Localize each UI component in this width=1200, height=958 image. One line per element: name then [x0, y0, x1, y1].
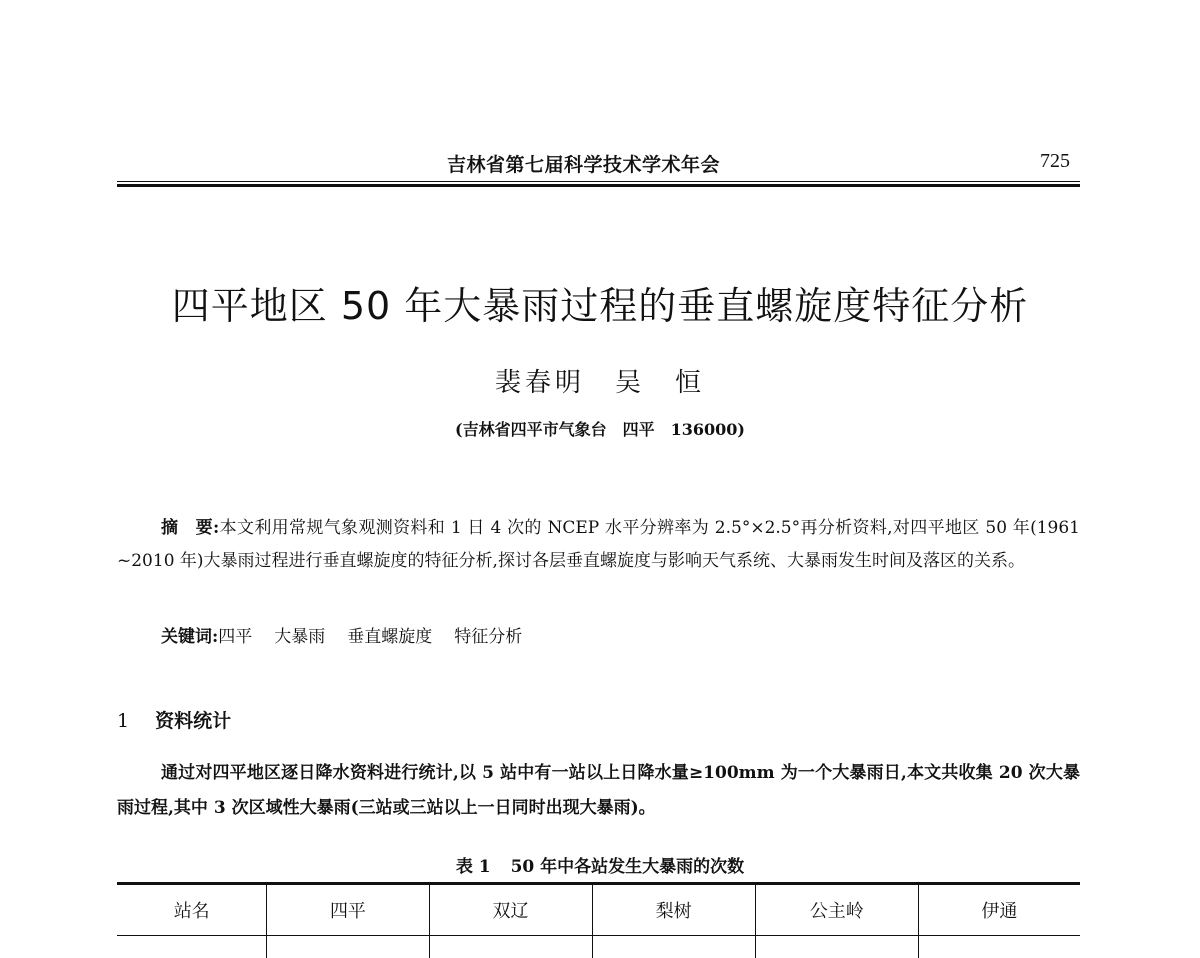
table-cell [117, 936, 267, 958]
table-cell [592, 936, 755, 958]
keyword-item: 垂直螺旋度 [347, 627, 432, 647]
abstract-label: 摘 要: [161, 518, 219, 538]
header-rule-thin [117, 181, 1080, 182]
table-header-cell: 站名 [117, 884, 267, 936]
header-rule-thick [117, 184, 1080, 187]
table-header-cell: 公主岭 [755, 884, 918, 936]
paragraph-text: 通过对四平地区逐日降水资料进行统计,以 5 站中有一站以上日降水量≥100mm 为一个大暴雨日,本文共收集 20 次大暴雨过程,其中 3 次区域性大暴雨(三站或三站以上一日同时出现大暴雨)。 [117, 763, 1080, 818]
table-row [117, 936, 1080, 958]
paper-title: 四平地区 50 年大暴雨过程的垂直螺旋度特征分析 [0, 275, 1200, 330]
table-number: 表 1 [456, 857, 491, 877]
table-caption [0, 852, 1200, 877]
running-header [117, 148, 1080, 180]
abstract [117, 512, 1080, 578]
table-header-cell: 双辽 [429, 884, 592, 936]
keywords [161, 622, 1080, 647]
table-cell [429, 936, 592, 958]
keywords-label: 关键词: [161, 627, 218, 647]
table-caption-text: 50 年中各站发生大暴雨的次数 [511, 857, 745, 877]
table-header-row [117, 884, 1080, 936]
section-heading [117, 706, 231, 733]
keyword-item: 四平 [218, 627, 252, 647]
table-cell [918, 936, 1080, 958]
abstract-text: 本文利用常规气象观测资料和 1 日 4 次的 NCEP 水平分辨率为 2.5°×2.5°再分析资料,对四平地区 50 年(1961 ~2010 年)大暴雨过程进行垂直螺旋度的特征分析,探讨各层垂直螺旋度与影响天气系统、大暴雨发生时间及落区的关系。 [117, 518, 1080, 571]
table-header-cell: 梨树 [592, 884, 755, 936]
table-header-cell: 四平 [267, 884, 429, 936]
storm-count-table [117, 882, 1080, 958]
section-number: 1 [117, 710, 129, 732]
keyword-item: 特征分析 [454, 627, 522, 647]
keyword-item: 大暴雨 [274, 627, 325, 647]
section-paragraph [117, 756, 1080, 826]
table-header-cell: 伊通 [918, 884, 1080, 936]
table-cell [755, 936, 918, 958]
journal-title: 吉林省第七届科学技术学术年会 [447, 150, 720, 177]
page-number: 725 [1040, 150, 1070, 173]
section-title: 资料统计 [155, 710, 231, 732]
table-cell [267, 936, 429, 958]
affiliation: (吉林省四平市气象台 四平 136000) [0, 417, 1200, 440]
authors: 裴春明 吴 恒 [0, 362, 1200, 399]
